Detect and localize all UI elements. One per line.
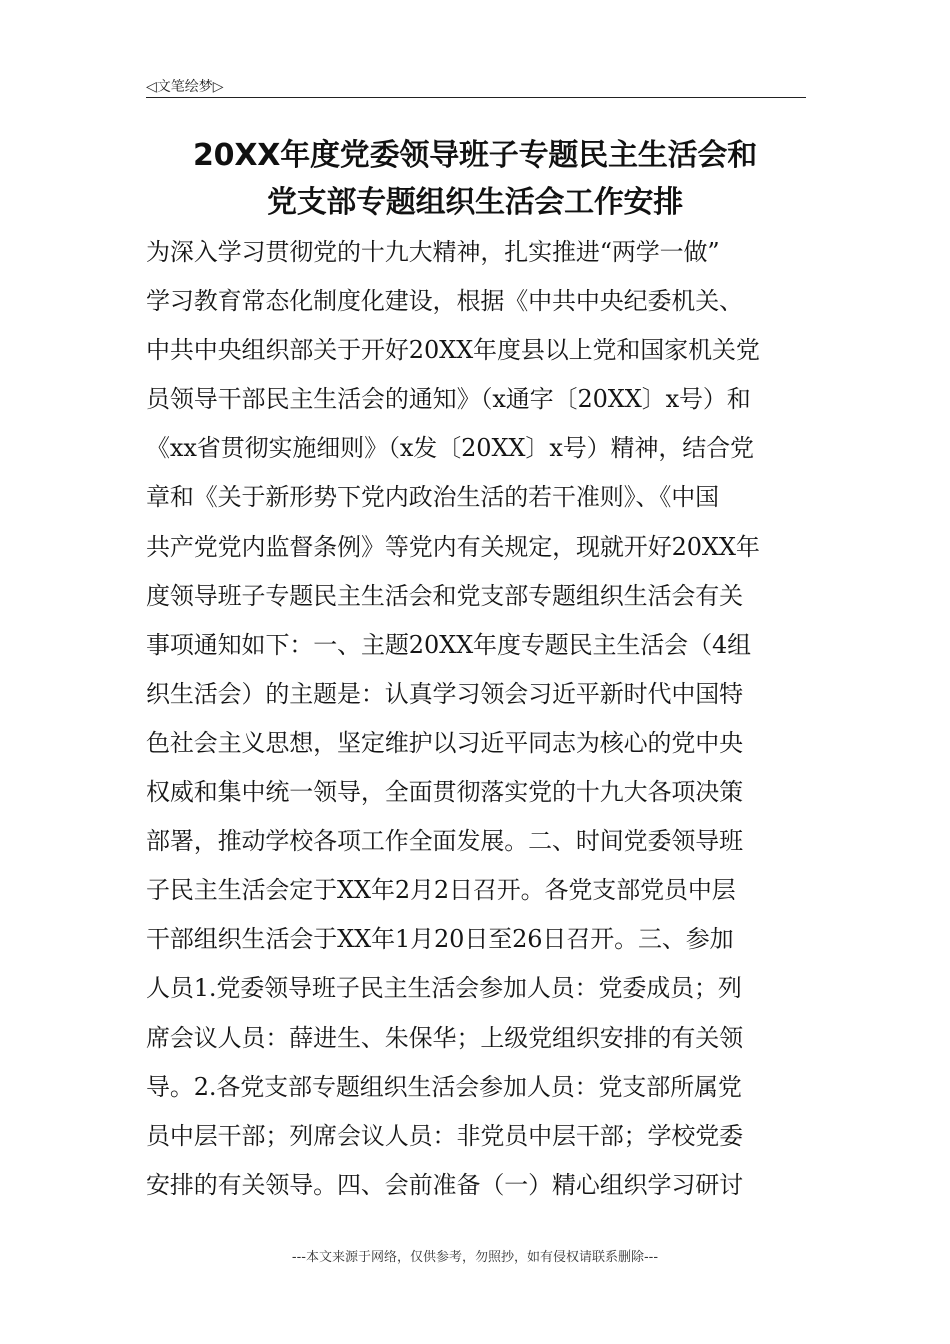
title-line-1: 20XX年度党委领导班子专题民主生活会和 (192, 138, 757, 173)
body-line: 为深入学习贯彻党的十九大精神，扎实推进“两学一做” (146, 238, 720, 266)
body-line: 事项通知如下：一、主题20XX年度专题民主生活会（4组 (146, 630, 752, 659)
body-line: 席会议人员：薛进生、朱保华；上级党组织安排的有关领 (146, 1023, 743, 1052)
body-line: 权威和集中统一领导，全面贯彻落实党的十九大各项决策 (146, 778, 743, 807)
document-title (120, 132, 830, 226)
body-line: 学习教育常态化制度化建设，根据《中共中央纪委机关、 (146, 287, 743, 316)
document-body (146, 228, 811, 1210)
header-mark: ◁文笔绘梦▷ (146, 79, 224, 95)
body-line: 织生活会）的主题是：认真学习领会习近平新时代中国特 (146, 679, 743, 708)
body-line: 干部组织生活会于XX年1月20日至26日召开。三、参加 (146, 925, 734, 954)
body-line: 共产党党内监督条例》等党内有关规定，现就开好20XX年 (146, 532, 760, 561)
body-line: 《xx省贯彻实施细则》（x发〔20XX〕x号）精神，结合党 (146, 434, 754, 463)
body-line: 人员1.党委领导班子民主生活会参加人员：党委成员；列 (146, 974, 742, 1003)
body-line: 员中层干部；列席会议人员：非党员中层干部；学校党委 (146, 1121, 743, 1150)
body-line: 安排的有关领导。四、会前准备（一）精心组织学习研讨 (146, 1170, 743, 1199)
footer-disclaimer: ---本文来源于网络，仅供参考，勿照抄，如有侵权请联系删除--- (291, 1250, 659, 1265)
title-line-2: 党支部专题组织生活会工作安排 (267, 185, 683, 220)
body-line: 度领导班子专题民主生活会和党支部专题组织生活会有关 (146, 581, 743, 610)
header-divider (146, 97, 806, 98)
body-line: 部署，推动学校各项工作全面发展。二、时间党委领导班 (146, 827, 743, 856)
body-line: 导。2.各党支部专题组织生活会参加人员：党支部所属党 (146, 1072, 742, 1101)
body-line: 员领导干部民主生活会的通知》（x通字〔20XX〕x号）和 (146, 385, 751, 414)
body-line: 色社会主义思想，坚定维护以习近平同志为核心的党中央 (146, 728, 743, 757)
body-line: 中共中央组织部关于开好20XX年度县以上党和国家机关党 (146, 336, 760, 365)
body-line: 章和《关于新形势下党内政治生活的若干准则》、《中国 (146, 483, 719, 512)
body-line: 子民主生活会定于XX年2月2日召开。各党支部党员中层 (146, 876, 736, 905)
